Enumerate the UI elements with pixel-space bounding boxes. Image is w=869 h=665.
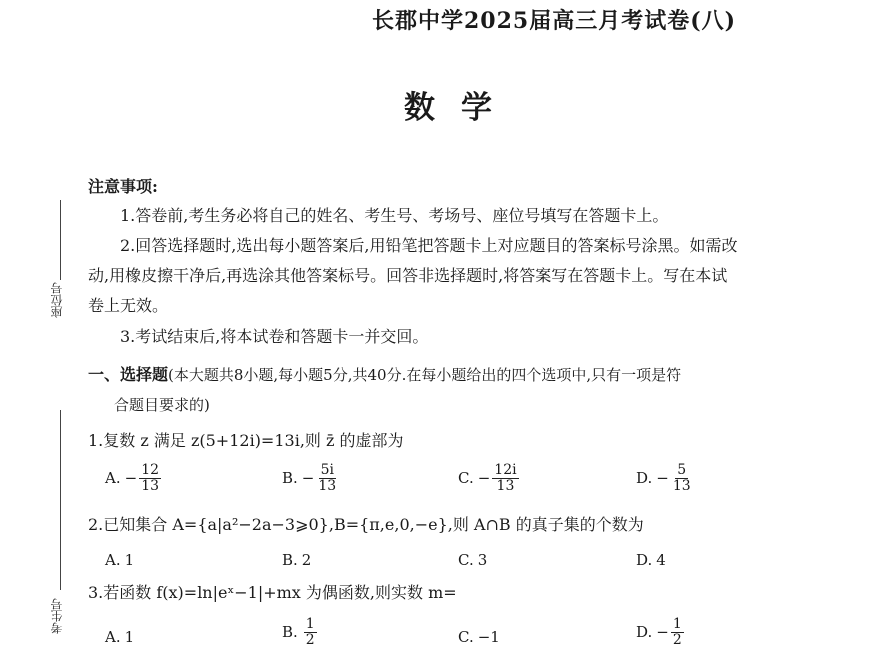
fraction-denominator: 13 bbox=[318, 477, 337, 494]
fraction-numerator: 1 bbox=[672, 616, 682, 632]
fraction-numerator: 12 bbox=[141, 462, 160, 478]
seat-number-line bbox=[60, 200, 61, 280]
question-2-option-a bbox=[105, 551, 134, 569]
option-sign: − bbox=[656, 623, 669, 642]
option-value: 3 bbox=[477, 551, 488, 569]
question-2-option-d bbox=[636, 551, 666, 569]
option-label: B. bbox=[282, 469, 298, 488]
option-label: D. bbox=[636, 623, 653, 642]
section-1-description: (本大题共8小题,每小题5分,共40分.在每小题给出的四个选项中,只有一项是符 bbox=[168, 366, 682, 384]
option-value: 2 bbox=[301, 551, 312, 569]
option-label: D. bbox=[636, 551, 653, 569]
option-fraction bbox=[492, 463, 518, 493]
question-3-option-a bbox=[105, 628, 134, 646]
option-label: A. bbox=[105, 469, 121, 488]
notice-item-2-line-2: 动,用橡皮擦干净后,再选涂其他答案标号。回答非选择题时,将答案写在答题卡上。写在本试 bbox=[88, 266, 728, 285]
question-1-option-a bbox=[105, 463, 161, 493]
fraction-denominator: 13 bbox=[672, 477, 691, 494]
subject-title: 数学 bbox=[404, 90, 518, 126]
question-1-option-c bbox=[458, 463, 519, 493]
option-label: C. bbox=[458, 551, 474, 569]
section-1-heading bbox=[88, 367, 681, 383]
fraction-numerator: 5i bbox=[320, 462, 334, 478]
question-2-stem: 2.已知集合 A={a|a²−2a−3⩾0},B={π,e,0,−e},则 A∩B 的真子集的个数为 bbox=[88, 515, 644, 534]
option-label: C. bbox=[458, 628, 474, 646]
option-sign: − bbox=[656, 469, 669, 488]
option-fraction bbox=[139, 463, 161, 493]
option-label: A. bbox=[105, 551, 121, 569]
exam-title: 长郡中学2025届高三月考试卷(八) bbox=[372, 8, 737, 34]
question-1-option-b bbox=[282, 463, 338, 493]
question-3-stem: 3.若函数 f(x)=ln|eˣ−1|+mx 为偶函数,则实数 m= bbox=[88, 583, 457, 602]
option-fraction bbox=[671, 463, 693, 493]
notice-item-2-line-1: 2.回答选择题时,选出每小题答案后,用铅笔把答题卡上对应题目的答案标号涂黑。如需改 bbox=[120, 236, 738, 255]
option-label: B. bbox=[282, 623, 298, 642]
notice-item-2-line-3: 卷上无效。 bbox=[88, 296, 169, 315]
question-3-option-c bbox=[458, 628, 500, 646]
option-label: D. bbox=[636, 469, 653, 488]
examinee-number-line bbox=[60, 410, 61, 590]
option-label: C. bbox=[458, 469, 474, 488]
fraction-numerator: 12i bbox=[494, 462, 517, 478]
notice-item-3: 3.考试结束后,将本试卷和答题卡一并交回。 bbox=[120, 327, 429, 346]
question-2-option-b bbox=[282, 551, 311, 569]
section-1-title: 一、选择题 bbox=[88, 365, 169, 384]
examinee-number-label: 考生号 bbox=[50, 598, 64, 634]
option-label: A. bbox=[105, 628, 121, 646]
fraction-numerator: 1 bbox=[305, 616, 315, 632]
option-fraction bbox=[316, 463, 338, 493]
option-sign: − bbox=[301, 469, 315, 488]
option-fraction bbox=[671, 617, 684, 647]
option-sign: − bbox=[477, 469, 491, 488]
section-1-description-line-2: 合题目要求的) bbox=[114, 396, 210, 414]
option-value: 1 bbox=[124, 551, 135, 569]
question-3-option-d bbox=[636, 617, 684, 647]
question-2-option-c bbox=[458, 551, 487, 569]
fraction-denominator: 2 bbox=[305, 631, 315, 648]
option-sign: − bbox=[124, 469, 138, 488]
option-value: −1 bbox=[477, 628, 500, 646]
question-3-option-b bbox=[282, 617, 317, 647]
notice-item-1: 1.答卷前,考生务必将自己的姓名、考生号、考场号、座位号填写在答题卡上。 bbox=[120, 206, 669, 225]
seat-number-label: 座位号 bbox=[50, 282, 64, 318]
notice-heading: 注意事项: bbox=[88, 177, 158, 196]
question-1-stem: 1.复数 z 满足 z(5+12i)=13i,则 z̄ 的虚部为 bbox=[88, 431, 404, 450]
option-value: 4 bbox=[656, 551, 666, 569]
option-label: B. bbox=[282, 551, 298, 569]
fraction-denominator: 13 bbox=[496, 477, 515, 494]
option-fraction bbox=[304, 617, 317, 647]
fraction-denominator: 2 bbox=[672, 631, 682, 648]
fraction-numerator: 5 bbox=[677, 462, 687, 478]
option-value: 1 bbox=[124, 628, 135, 646]
question-1-option-d bbox=[636, 463, 693, 493]
fraction-denominator: 13 bbox=[141, 477, 160, 494]
